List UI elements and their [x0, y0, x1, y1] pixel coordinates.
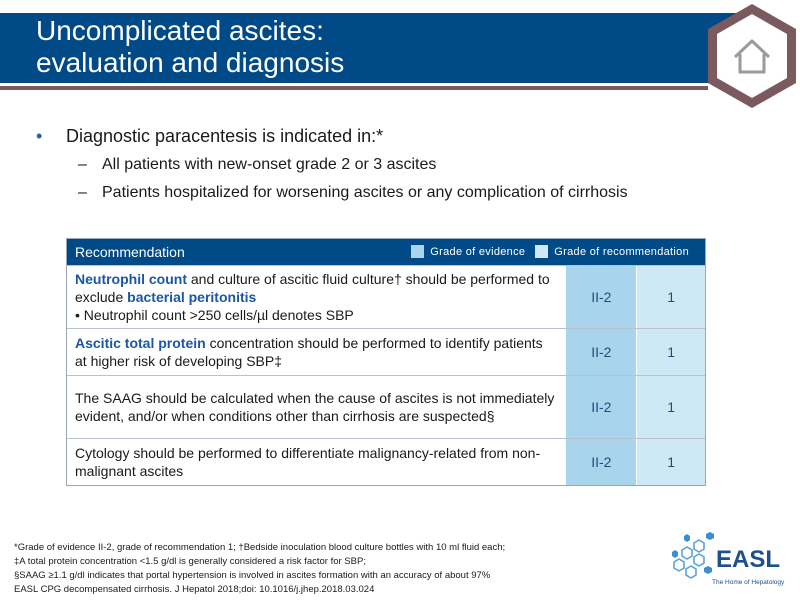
- logo-tagline: The Home of Hepatology: [712, 579, 785, 586]
- logo-hexagon-cluster: [674, 540, 704, 578]
- grade-recommendation-cell: 1: [636, 439, 705, 485]
- bullet-list: [36, 124, 776, 210]
- header-recommendation: Recommendation: [75, 244, 185, 260]
- table-row: [67, 328, 705, 375]
- legend-evidence-swatch: [411, 245, 424, 258]
- footnote-3: §SAAG ≥1.1 g/dl indicates that portal hypertension is involved in ascites formation with an accuracy of about 97%: [14, 570, 491, 581]
- legend-evidence-label: Grade of evidence: [430, 245, 526, 258]
- bullet-sub-2: [36, 182, 776, 204]
- home-icon[interactable]: [704, 0, 800, 112]
- grade-recommendation-cell: 1: [636, 266, 705, 328]
- dash-marker: –: [78, 184, 87, 201]
- bullet-sub-1: [36, 154, 776, 176]
- logo-wordmark: EASL: [716, 546, 781, 573]
- grade-recommendation-cell: 1: [636, 376, 705, 438]
- grade-evidence-cell: II-2: [565, 376, 636, 438]
- header-rule: [0, 86, 708, 90]
- dash-marker: –: [78, 156, 87, 173]
- bullet-main-text: Diagnostic paracentesis is indicated in:*: [66, 126, 384, 146]
- grade-recommendation-cell: 1: [636, 329, 705, 375]
- grade-evidence-cell: II-2: [565, 266, 636, 328]
- footnote-reference: EASL CPG decompensated cirrhosis. J Hepatol 2018;doi: 10.1016/j.jhep.2018.03.024: [14, 584, 375, 595]
- title-line-2: evaluation and diagnosis: [36, 47, 345, 78]
- legend-evidence: [411, 245, 525, 258]
- footnote-2: ‡A total protein concentration <1.5 g/dl is generally considered a risk factor for SBP;: [14, 556, 366, 567]
- legend-recommendation-swatch: [535, 245, 548, 258]
- grade-evidence-cell: II-2: [565, 329, 636, 375]
- table-row: [67, 375, 705, 438]
- grade-evidence-cell: II-2: [565, 439, 636, 485]
- title-line-1: Uncomplicated ascites:: [36, 15, 324, 46]
- highlight-term: bacterial peritonitis: [127, 289, 257, 305]
- table-header: [67, 239, 705, 265]
- recommendation-text: [67, 329, 565, 375]
- bullet-dot: •: [36, 126, 43, 146]
- footnote-1: *Grade of evidence II-2, grade of recommendation 1; †Bedside inoculation blood culture bottles with 10 ml fluid each;: [14, 542, 506, 553]
- table-row: [67, 265, 705, 328]
- easl-logo: [670, 528, 792, 590]
- highlight-term: Neutrophil count: [75, 271, 187, 287]
- recommendation-text: The SAAG should be calculated when the cause of ascites is not immediately evident, and/or when conditions other than cirrhosis are suspected§: [75, 390, 555, 424]
- text-segment: concentration should be performed to identify patients at higher risk of developing SBP‡: [75, 335, 543, 369]
- table-row: [67, 438, 705, 485]
- legend-recommendation-label: Grade of recommendation: [554, 245, 689, 258]
- sub-point: • Neutrophil count >250 cells/µl denotes SBP: [75, 307, 354, 323]
- page-title: [36, 15, 344, 79]
- legend-recommendation: [535, 245, 689, 258]
- recommendation-table: [66, 238, 706, 486]
- bullet-sub-1-text: All patients with new-onset grade 2 or 3 ascites: [102, 156, 437, 173]
- text-segment: and culture of ascitic fluid culture† should be performed to exclude: [75, 271, 550, 305]
- recommendation-text: [67, 266, 565, 328]
- legend: [401, 245, 689, 258]
- title-bar: [0, 13, 740, 83]
- bullet-sub-2-text: Patients hospitalized for worsening ascites or any complication of cirrhosis: [102, 184, 628, 201]
- bullet-main: [36, 124, 776, 148]
- recommendation-main: [75, 270, 557, 306]
- recommendation-main: [75, 334, 557, 370]
- highlight-term: Ascitic total protein: [75, 335, 206, 351]
- footnotes: [14, 541, 614, 597]
- recommendation-text: Cytology should be performed to differentiate malignancy-related from non-malignant ascites: [75, 445, 541, 479]
